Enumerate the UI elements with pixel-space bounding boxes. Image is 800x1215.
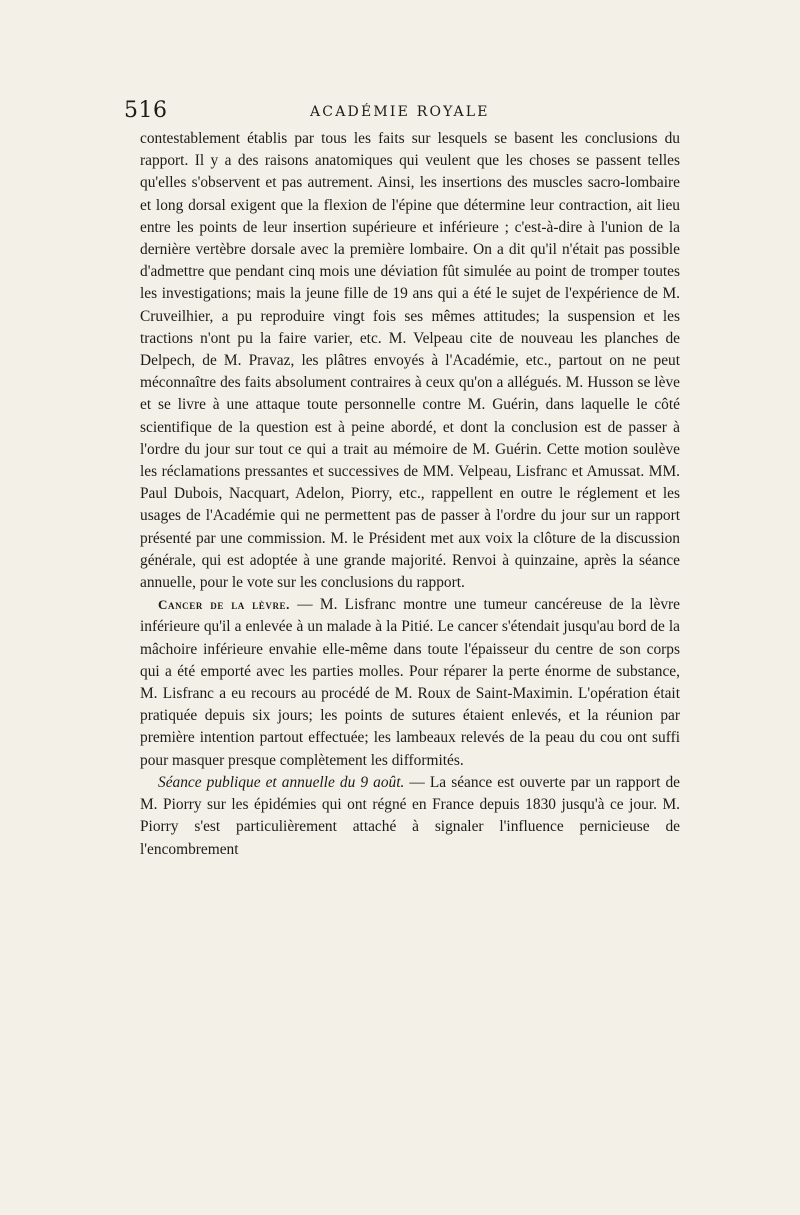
page-number: 516: [124, 98, 168, 123]
page-header: [124, 96, 680, 128]
paragraph-cancer-de-la-levre: [140, 594, 680, 772]
page-body: [140, 128, 680, 861]
paragraph-continuation: [140, 128, 680, 594]
paragraph-seance-publique: [140, 772, 680, 861]
section-title-italic: Séance publique et annuelle du 9 août.: [158, 773, 405, 791]
paragraph-text: — M. Lisfranc montre une tumeur cancéreuse de la lèvre inférieure qu'il a enlevée à un malade à la Pitié. Le cancer s'étendait jusqu'au bord de la mâchoire inférieure envahie elle-même dans toute l'épaisseur du centre de son corps qui a été emporté avec les parties molles. Pour réparer la perte énorme de substance, M. Lisfranc a eu recours au procédé de M. Roux de Saint-Maximin. L'opération était pratiquée depuis six jours; les points de sutures étaient enlevés, et la réunion par première intention partout effectuée; les lambeaux relevés de la peau du cou ont suffi pour masquer presque complètement les difformités.: [140, 596, 680, 769]
paragraph-text: — La séance est ouverte par un rapport de M. Piorry sur les épidémies qui ont régné en France depuis 1830 jusqu'à ce jour. M. Piorry s'est particulièrement attaché à signaler l'influence pernicieuse de l'encombrement: [140, 773, 680, 858]
paragraph-text: contestablement établis par tous les faits sur lesquels se basent les conclusions du rapport. Il y a des raisons anatomiques qui veulent que les choses se passent telles qu'elles s'observent et pas autrement. Ainsi, les insertions des muscles sacro-lombaire et long dorsal exigent que la flexion de l'épine que détermine leur contraction, ait lieu entre les points de leur insertion supérieure et inférieure ; c'est-à-dire à l'union de la dernière vertèbre dorsale avec la première lombaire. On a dit qu'il n'était pas possible d'admettre que pendant cinq mois une déviation fût simulée au point de tromper toutes les investigations; mais la jeune fille de 19 ans qui a été le sujet de l'expérience de M. Cruveilhier, a pu reproduire vingt fois ses mêmes attitudes; la suspension et les tractions n'ont pu la faire varier, etc. M. Velpeau cite de nouveau les planches de Delpech, de M. Pravaz, les plâtres envoyés à l'Académie, etc., partout on ne peut méconnaître des faits absolument contraires à ceux qu'on a allégués. M. Husson se lève et se livre à une attaque toute personnelle contre M. Guérin, dans laquelle le côté scientifique de la question est à peine abordé, et dont la conclusion est de passer à l'ordre du jour sur tout ce qui a trait au mémoire de M. Guérin. Cette motion soulève les réclamations pressantes et successives de MM. Velpeau, Lisfranc et Amussat. MM. Paul Dubois, Nacquart, Adelon, Piorry, etc., rappellent en outre le réglement et les usages de l'Académie qui ne permettent pas de passer à l'ordre du jour sur un rapport présenté par une commission. M. le Président met aux voix la clôture de la discussion générale, qui est adoptée à une grande majorité. Renvoi à quinzaine, après la séance annuelle, pour le vote sur les conclusions du rapport.: [140, 130, 680, 592]
section-title: Cancer de la lèvre.: [158, 597, 291, 613]
running-head: ACADÉMIE ROYALE: [310, 104, 490, 120]
